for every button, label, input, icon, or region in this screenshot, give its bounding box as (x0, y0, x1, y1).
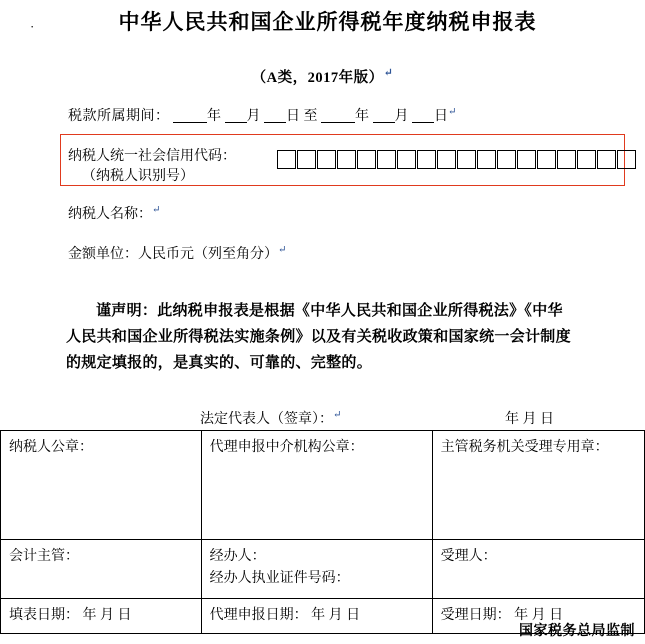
code-box[interactable] (577, 150, 596, 169)
accept-date-label: 受理日期： (440, 608, 511, 623)
agent-date-label: 代理申报日期： (209, 608, 308, 623)
code-box[interactable] (277, 150, 296, 169)
period-end-year-field[interactable] (321, 107, 355, 123)
table-row (1, 540, 645, 599)
legal-representative-label (200, 408, 341, 428)
table-row (1, 431, 645, 540)
code-box[interactable] (297, 150, 316, 169)
code-box[interactable] (597, 150, 616, 169)
tax-period-label: 税款所属期间： (68, 109, 170, 124)
cell-agent-date[interactable] (201, 599, 432, 634)
period-end-day-field[interactable] (412, 107, 434, 123)
code-box[interactable] (477, 150, 496, 169)
paragraph-mark-icon-2: ↵ (152, 204, 161, 216)
handler-license-label: 经办人执业证件号码： (209, 571, 350, 586)
amount-unit-row (68, 243, 286, 263)
paragraph-mark-icon-3: ↵ (278, 244, 287, 256)
cell-taxpayer-seal[interactable] (1, 431, 202, 540)
code-box[interactable] (517, 150, 536, 169)
taxpayer-seal-label: 纳税人公章： (9, 440, 93, 455)
accounting-supervisor-label: 会计主管： (9, 549, 79, 564)
period-to-label: 至 (303, 109, 318, 124)
signature-table (0, 430, 645, 634)
paragraph-mark-icon-1: ↵ (448, 106, 457, 118)
subtitle-text: （A类，2017年版） (251, 70, 384, 86)
cell-receiver[interactable] (432, 540, 644, 599)
fill-date-value[interactable]: 年 月 日 (82, 608, 132, 623)
amount-unit-label: 金额单位：人民币元（列至角分） (68, 247, 278, 262)
code-box[interactable] (557, 150, 576, 169)
month-unit-2: 月 (394, 109, 409, 124)
cell-fill-date[interactable] (1, 599, 202, 634)
cell-tax-authority-seal[interactable] (432, 431, 644, 540)
legal-representative-date: 年 月 日 (505, 412, 554, 427)
code-box[interactable] (377, 150, 396, 169)
agent-seal-label: 代理申报中介机构公章： (209, 440, 364, 455)
taxpayer-name-row (68, 203, 160, 223)
legal-representative-text: 法定代表人（签章）： (200, 412, 333, 427)
day-unit-2: 日 (434, 109, 448, 124)
fill-date-label: 填表日期： (9, 608, 79, 623)
document-page (0, 6, 645, 644)
code-box[interactable] (537, 150, 556, 169)
code-box[interactable] (437, 150, 456, 169)
code-box[interactable] (397, 150, 416, 169)
code-box[interactable] (417, 150, 436, 169)
tax-authority-seal-label: 主管税务机关受理专用章： (440, 440, 609, 455)
issuer-footer: 国家税务总局监制 (519, 624, 635, 639)
taxpayer-name-label: 纳税人名称： (68, 207, 152, 222)
code-box[interactable] (497, 150, 516, 169)
cell-agent-seal[interactable] (201, 431, 432, 540)
code-box[interactable] (357, 150, 376, 169)
code-box[interactable] (457, 150, 476, 169)
credit-code-label: 纳税人统一社会信用代码： (68, 149, 236, 164)
paragraph-mark-icon-4: ↵ (333, 409, 342, 421)
page-title: 中华人民共和国企业所得税年度纳税申报表 (118, 10, 537, 34)
credit-code-sublabel: （纳税人识别号） (82, 169, 194, 184)
handler-label: 经办人： (209, 549, 266, 564)
code-box[interactable] (337, 150, 356, 169)
cell-agent-handler[interactable] (201, 540, 432, 599)
month-unit-1: 月 (246, 109, 261, 124)
code-box[interactable] (317, 150, 336, 169)
day-unit-1: 日 (286, 109, 300, 124)
year-unit-2: 年 (355, 109, 369, 124)
period-end-month-field[interactable] (373, 107, 395, 123)
tax-period-row (0, 105, 645, 125)
agent-date-value[interactable]: 年 月 日 (311, 608, 361, 623)
page-subtitle (0, 66, 645, 87)
accept-date-value[interactable]: 年 月 日 (514, 608, 564, 623)
period-start-year-field[interactable] (173, 107, 207, 123)
year-unit-1: 年 (207, 109, 221, 124)
cell-accounting-supervisor[interactable] (1, 540, 202, 599)
code-box[interactable] (617, 150, 636, 169)
period-start-month-field[interactable] (225, 107, 247, 123)
receiver-label: 受理人： (440, 549, 497, 564)
corner-dot-mark: · (30, 19, 35, 34)
period-start-day-field[interactable] (264, 107, 286, 123)
declaration-text: 谨声明：此纳税申报表是根据《中华人民共和国企业所得税法》《中华人民共和国企业所得税法实施条例》以及有关税收政策和国家统一会计制度的规定填报的，是真实的、可靠的、完整的。 (66, 303, 571, 371)
revision-mark-icon: ↵ (383, 67, 394, 80)
credit-code-input-boxes[interactable] (277, 150, 636, 169)
